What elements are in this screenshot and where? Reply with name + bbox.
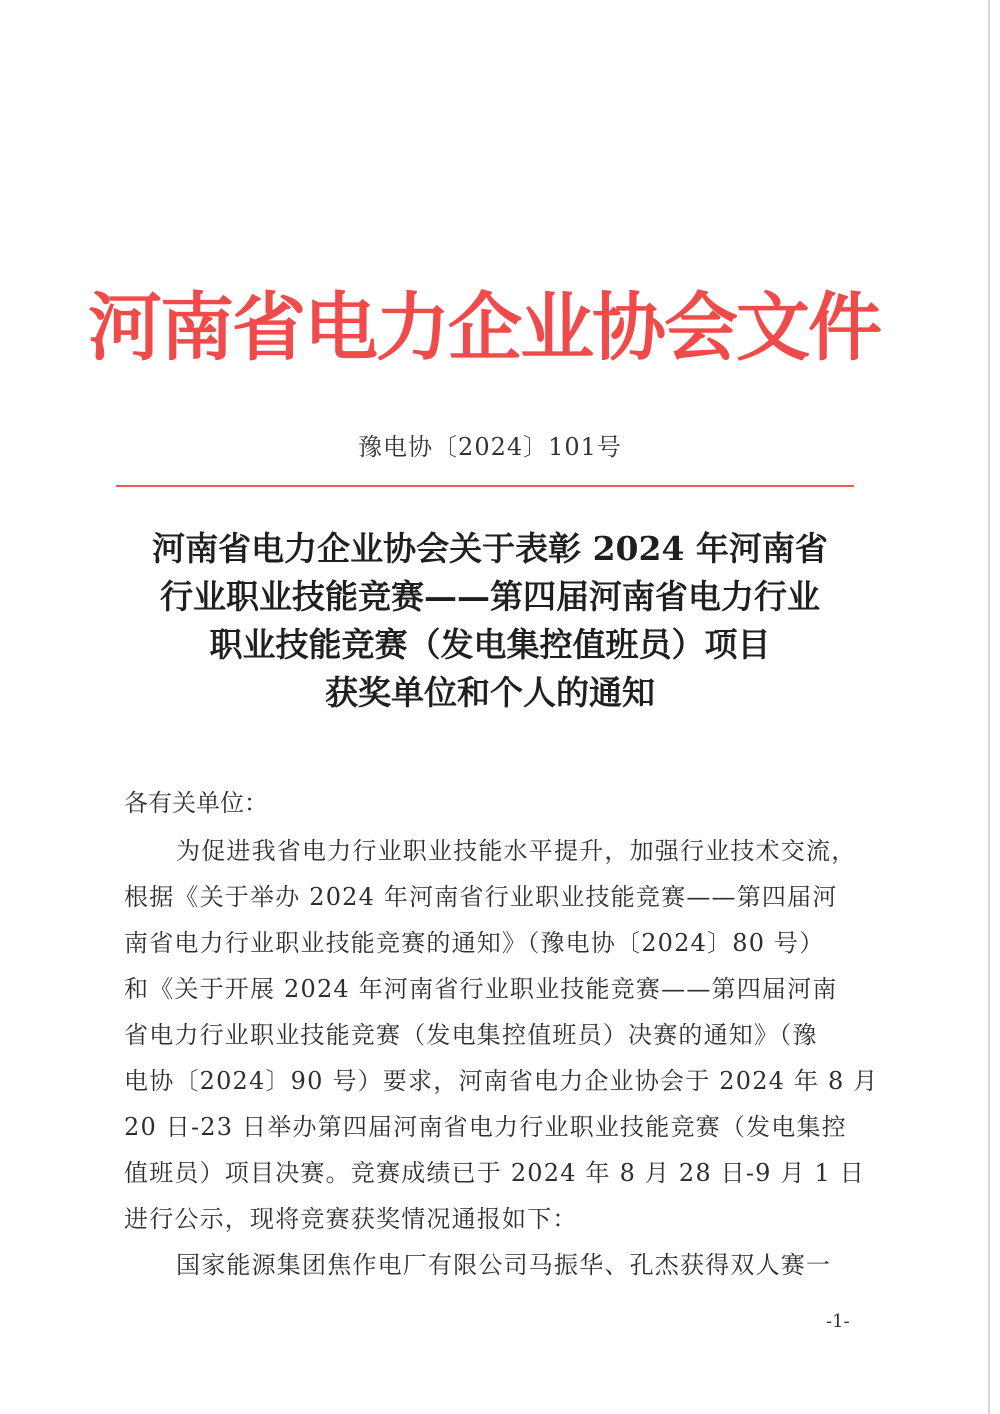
body-line: 根据《关于举办 2024 年河南省行业职业技能竞赛——第四届河 [124, 883, 838, 911]
body-line: 和《关于开展 2024 年河南省行业职业技能竞赛——第四届河南 [124, 975, 838, 1003]
body-line: 进行公示，现将竞赛获奖情况通报如下： [124, 1205, 578, 1233]
notice-title-line: 职业技能竞赛（发电集控值班员）项目 [209, 625, 771, 664]
body-paragraphs [124, 828, 879, 1288]
body-line: 值班员）项目决赛。竞赛成绩已于 2024 年 8 月 28 日-9 月 1 日 [124, 1159, 865, 1187]
notice-title-line: 河南省电力企业协会关于表彰 2024 年河南省 [152, 529, 828, 568]
body-line: 电协〔2024〕90 号）要求，河南省电力企业协会于 2024 年 8 月 [124, 1067, 879, 1095]
page-edge-shadow [988, 0, 990, 1414]
body-line: 为促进我省电力行业职业技能水平提升，加强行业技术交流， [176, 837, 857, 865]
red-separator-line [116, 485, 854, 487]
notice-title-line: 行业职业技能竞赛——第四届河南省电力行业 [160, 577, 820, 616]
notice-title-line: 获奖单位和个人的通知 [325, 673, 655, 712]
document-number: 豫电协〔2024〕101号 [358, 433, 622, 461]
body-line: 南省电力行业职业技能竞赛的通知》（豫电协〔2024〕80 号） [124, 929, 825, 957]
body-line: 国家能源集团焦作电厂有限公司马振华、孔杰获得双人赛一 [176, 1251, 832, 1279]
masthead-title: 河南省电力企业协会文件 [88, 285, 880, 371]
body-line: 20 日-23 日举办第四届河南省电力行业职业技能竞赛（发电集控 [124, 1113, 847, 1141]
body-line: 省电力行业职业技能竞赛（发电集控值班员）决赛的通知》（豫 [124, 1021, 818, 1049]
notice-title [110, 525, 870, 717]
salutation: 各有关单位： [124, 789, 268, 817]
page-number: -1- [826, 1311, 850, 1332]
